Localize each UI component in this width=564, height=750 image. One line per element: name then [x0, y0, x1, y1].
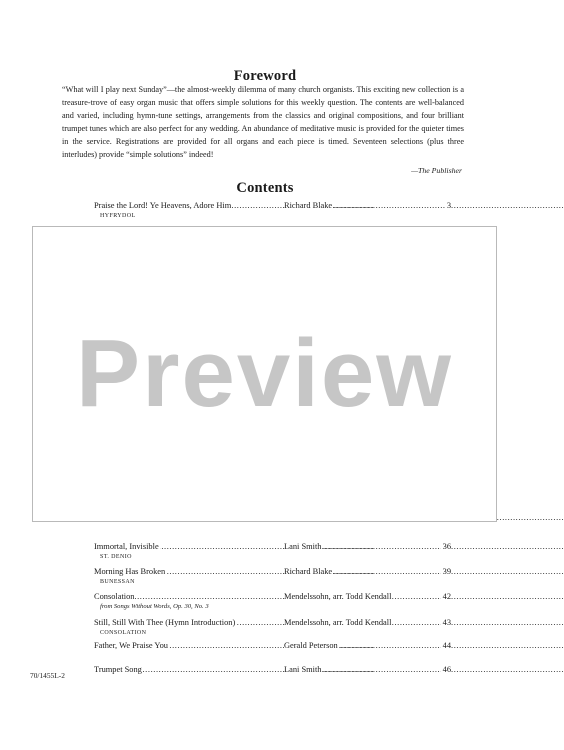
toc-entry-page: 43 — [442, 618, 451, 627]
toc-entry-page: 46 — [442, 665, 451, 674]
toc-entry-tune-name: CONSOLATION — [100, 630, 147, 636]
toc-entry — [94, 565, 451, 578]
toc-entry — [94, 639, 451, 652]
toc-entry-composer: Mendelssohn, arr. Todd Kendall ..... — [284, 616, 451, 629]
preview-overlay — [32, 226, 497, 522]
toc-entry — [94, 616, 451, 629]
toc-entry-page: 3 — [446, 201, 451, 210]
toc-entry-composer: Gerald Peterson ..... — [284, 639, 451, 652]
toc-entry-title: Father, We Praise You ..... — [94, 639, 282, 652]
toc-entry-page: 36 — [442, 542, 451, 551]
toc-entry-composer: Lani Smith ..... — [284, 663, 451, 676]
toc-entry-title: Praise the Lord! Ye Heavens, Adore Him ..... — [94, 199, 282, 212]
toc-entry-tune-name: BUNESSAN — [100, 579, 135, 585]
foreword-text: “What will I play next Sunday”—the almost-weekly dilemma of many church organists. This exciting new collection is a treasure-trove of easy organ music that offers simple solutions for this weekly question. The contents are well-balanced and varied, including hymn-tune settings, arrangements from the classics and original compositions, and four brilliant trumpet tunes which are also perfect for any wedding. An abundance of meditative music is provided for the quieter times in the service. Registrations are provided for all organs and each piece is timed. Seventeen selections (plus three interludes) provide “simple solutions” indeed! — [62, 85, 464, 159]
toc-entry-composer: Richard Blake ..... — [284, 565, 451, 578]
toc-entry — [94, 663, 451, 676]
catalog-number: 70/1455L-2 — [30, 671, 65, 680]
foreword-credit: —The Publisher — [411, 166, 462, 175]
toc-entry-page: 44 — [442, 641, 451, 650]
toc-entry-title: Immortal, Invisible ..... — [94, 540, 282, 553]
toc-entry-source: from Songs Without Words, Op. 30, No. 3 — [100, 603, 209, 610]
toc-entry-title: Trumpet Song ..... — [94, 663, 282, 676]
toc-entry — [94, 199, 451, 212]
foreword-heading: Foreword — [233, 68, 297, 84]
toc-entry-composer: Mendelssohn, arr. Todd Kendall ..... — [284, 590, 451, 603]
toc-entry — [94, 540, 451, 553]
toc-entry-tune-name: HYFRYDOL — [100, 213, 136, 219]
preview-watermark: Preview — [76, 320, 453, 427]
toc-entry-page: 39 — [442, 567, 451, 576]
toc-entry — [94, 590, 451, 603]
toc-entry-tune-name: ST. DENIO — [100, 554, 132, 560]
contents-heading: Contents — [236, 180, 294, 196]
toc-entry-page: 42 — [442, 592, 451, 601]
toc-entry-title: Morning Has Broken ..... — [94, 565, 282, 578]
toc-entry-title: Still, Still With Thee (Hymn Introduction) ..... — [94, 616, 282, 629]
toc-entry-composer: Lani Smith ..... — [284, 540, 451, 553]
toc-entry-composer: Richard Blake ..... — [284, 199, 451, 212]
toc-entry-title: Consolation ..... — [94, 590, 282, 603]
